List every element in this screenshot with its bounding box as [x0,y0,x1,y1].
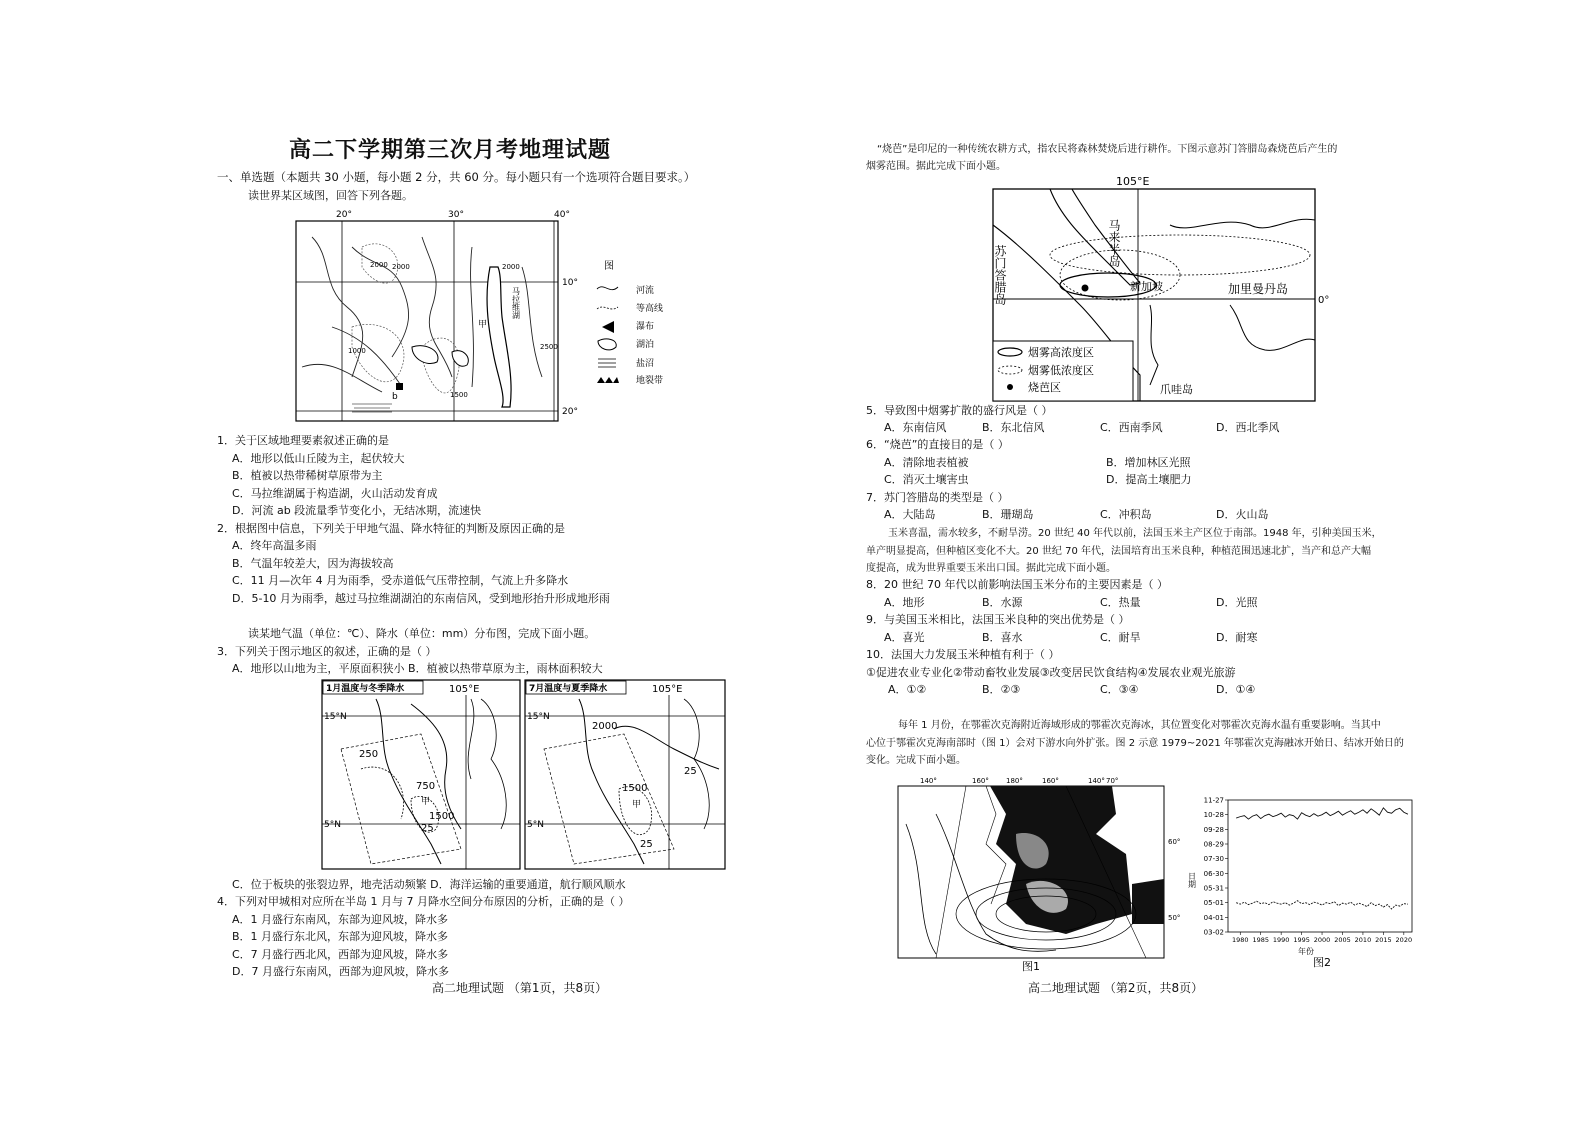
q4-option-c[interactable]: C．7 月盛行西北风，西部为迎风坡，降水多 [232,948,449,961]
q7-stem: 7．苏门答腊岛的类型是（ ） [866,491,1009,504]
q8-option-a[interactable]: A．地形 [884,596,925,609]
q7-option-a[interactable]: A．大陆岛 [884,508,936,521]
legend-item: 瀑布 [636,322,655,332]
legend-item: 河流 [636,286,655,296]
x-tick-label: 2020 [1395,936,1413,944]
malawi-lake [487,267,511,407]
map2a-label: 25 [421,823,434,834]
map2b-title: 7月温度与夏季降水 [529,684,608,694]
y-tick-label: 11-27 [1203,796,1224,805]
rift-icon [597,377,619,383]
waterfall-legend-icon [602,321,614,333]
y-tick-label: 06-30 [1203,869,1224,878]
y-tick-label: 04-01 [1203,913,1224,922]
q6-option-c[interactable]: C．消灭土壤害虫 [884,473,969,486]
q10-statements: ①促进农业专业化②带动畜牧业发展③改变居民饮食结构④发展农业观光旅游 [866,666,1236,679]
legend-item: 盐沼 [636,359,655,369]
africa-rift-map [292,207,672,427]
q9-option-c[interactable]: C．耐旱 [1100,631,1141,644]
map2a-lat-5: 5°N [324,820,341,830]
river-icon [597,287,618,290]
q2-stem: 2．根据图中信息，下列关于甲地气温、降水特征的判断及原因正确的是 [217,522,565,535]
x-tick-label: 1980 [1231,936,1249,944]
q1-option-b[interactable]: B．植被以热带稀树草原带为主 [232,469,383,482]
q5-option-d[interactable]: D．西北季风 [1216,421,1280,434]
fig1-lon: 140° [1088,777,1105,785]
page2-footer: 高二地理试题 （第2页，共8页） [1028,981,1204,995]
burn-icon [1007,384,1013,390]
q2-option-b[interactable]: B．气温年较差大，因为海拔较高 [232,557,394,570]
y-tick-label: 09-28 [1203,825,1224,834]
y-tick-label: 08-29 [1203,840,1224,849]
map2b-label: 25 [684,766,697,777]
q7-option-d[interactable]: D．火山岛 [1216,508,1269,521]
q5-option-a[interactable]: A．东南信风 [884,421,947,434]
map2a-label: 1500 [429,811,455,822]
q4-option-b[interactable]: B．1 月盛行东北风，东部为迎风坡，降水多 [232,930,449,943]
place-singapore: 新加坡 [1130,280,1163,293]
q8-stem: 8．20 世纪 70 年代以前影响法国玉米分布的主要因素是（ ） [866,578,1168,591]
y-tick-label: 05-01 [1203,899,1224,908]
legend-item: 烟雾低浓度区 [1028,364,1094,377]
intro2-line1: 玉米喜温，需水较多，不耐旱涝。20 世纪 40 年代以前，法国玉米主产区位于南部。1948 年，引种美国玉米， [888,528,1382,539]
intro1-line1: “烧芭”是印尼的一种传统农耕方式，指农民将森林焚烧后进行耕作。下图示意苏门答腊岛森烧芭后产生的 [877,144,1338,155]
q4-option-d[interactable]: D．7 月盛行东南风，西部为迎风坡，降水多 [232,965,449,978]
q1-stem: 1．关于区域地理要素叙述正确的是 [217,434,389,447]
page1-footer: 高二地理试题 （第1页，共8页） [432,981,608,995]
x-tick-label: 1990 [1272,936,1290,944]
q9-option-b[interactable]: B．喜水 [982,631,1023,644]
q4-option-a[interactable]: A．1 月盛行东南风，东部为迎风坡，降水多 [232,913,449,926]
x-tick-label: 2010 [1354,936,1372,944]
ice-date-chart [1188,794,1418,969]
map1-lon-20: 20° [336,210,352,220]
legend-item: 烟雾高浓度区 [1028,346,1094,359]
series-line [1236,901,1408,909]
q5-stem: 5．导致图中烟雾扩散的盛行风是（ ） [866,404,1053,417]
contour-icon [597,307,618,309]
intro3-line1: 每年 1 月份，在鄂霍次克海附近海域形成的鄂霍次克海冰，其位置变化对鄂霍次克海水温有重要影响。当其中 [898,720,1381,731]
haze-low-zone [1050,235,1310,275]
map1-lat-10: 10° [562,278,578,288]
q9-option-d[interactable]: D．耐寒 [1216,631,1258,644]
map1-intro: 读世界某区域图，回答下列各题。 [248,189,413,202]
intro2-line2: 单产明显提高，但种植区变化不大。20 世纪 70 年代，法国培育出玉米良种，种植范围迅速北扩，当产和总产大幅 [866,546,1371,557]
q2-option-d[interactable]: D．5-10 月为雨季，越过马拉维湖湖泊的东南信风，受到地形抬升形成地形雨 [232,592,610,605]
q6-option-d[interactable]: D．提高土壤肥力 [1106,473,1192,486]
x-tick-label: 1985 [1252,936,1269,944]
intro3-line2: 心位于鄂霍次克海南部时（图 1）会对下游水向外扩张。图 2 示意 1979~2021 年鄂霍次克海融冰开始日、结冰开始日的 [866,738,1404,749]
q1-option-c[interactable]: C．马拉维湖属于构造湖，火山活动发育成 [232,487,438,500]
series-line [1236,808,1408,819]
contour-label: 2000 [502,263,520,271]
q6-stem: 6．“烧芭”的直接目的是（ ） [866,438,1009,451]
fig1-caption: 图1 [1022,960,1040,973]
map3-lat: 0° [1318,295,1330,306]
q6-option-a[interactable]: A．清除地表植被 [884,456,969,469]
exam-page-2 [800,0,1587,1122]
fig2-caption: 图2 [1313,956,1331,969]
intro3-line3: 变化。完成下面小题。 [866,755,966,766]
x-tick-label: 2005 [1334,936,1351,944]
page-title: 高二下学期第三次月考地理试题 [289,137,612,163]
q8-option-c[interactable]: C．热量 [1100,596,1141,609]
place-malay: 马来半岛 [1107,219,1121,267]
lake-label: 马拉维湖 [511,287,521,319]
map2b-lon: 105°E [652,684,683,695]
q10-option-a[interactable]: A．①② [888,683,927,696]
q6-option-b[interactable]: B．增加林区光照 [1106,456,1191,469]
map2b-lat-5: 5°N [527,820,544,830]
okhotsk-map [896,774,1181,974]
map2b-label: 1500 [622,783,648,794]
y-axis-label: 日期 [1187,872,1197,888]
contour-label: 1500 [450,391,468,399]
intro1-line2: 烟雾范围。据此完成下面小题。 [866,161,1006,172]
fig1-lat: 50° [1168,914,1181,922]
january-temp-precip-map [321,679,521,871]
fig1-lon: 160° [972,777,989,785]
chart-series [1236,808,1408,909]
x-tick-label: 2015 [1375,936,1392,944]
q10-option-c[interactable]: C．③④ [1100,683,1139,696]
map2b-lat-15: 15°N [527,712,550,722]
fig1-lon: 70° [1106,777,1119,785]
q5-option-c[interactable]: C．西南季风 [1100,421,1163,434]
legend-item: 等高线 [636,304,664,314]
legend-item: 地裂带 [636,376,664,386]
fig1-lon: 140° [920,777,937,785]
y-tick-label: 05-31 [1203,884,1224,893]
y-tick-label: 10-28 [1203,811,1224,820]
point-b: b [392,392,398,402]
map2a-label: 甲 [421,797,431,807]
q3-options-ab[interactable]: A．地形以山地为主，平原面积狭小 B．植被以热带草原为主，雨林面积较大 [232,662,603,675]
map2a-title: 1月温度与冬季降水 [326,684,405,694]
burn-area-dot [1082,285,1089,292]
july-temp-precip-map [524,679,726,871]
fig1-lat: 60° [1168,838,1181,846]
map1-lat-20: 20° [562,407,578,417]
q3-options-cd[interactable]: C．位于板块的张裂边界，地壳活动频繁 D．海洋运输的重要通道，航行顺风顺水 [232,878,626,891]
q2-option-a[interactable]: A．终年高温多雨 [232,539,317,552]
q9-option-a[interactable]: A．喜光 [884,631,925,644]
place-kalimantan: 加里曼丹岛 [1228,282,1289,296]
map2b-label: 2000 [592,721,618,732]
q4-stem: 4．下列对甲城相对应所在半岛 1 月与 7 月降水空间分布原因的分析，正确的是（ ） [217,895,630,908]
contour-label: 1000 [348,347,366,355]
fig1-lon: 180° [1006,777,1023,785]
q2-option-c[interactable]: C．11 月—次年 4 月为雨季，受赤道低气压带控制，气流上升多降水 [232,574,569,587]
map2-intro: 读某地气温（单位：℃）、降水（单位：mm）分布图，完成下面小题。 [248,627,596,640]
chart-axes [1204,797,1412,945]
q7-option-b[interactable]: B．珊瑚岛 [982,508,1034,521]
map1-lon-40: 40° [554,210,570,220]
saltmarsh-icon [598,359,616,367]
map2b-label: 甲 [632,800,642,810]
map2a-lat-15: 15°N [324,712,347,722]
plot-frame [1228,800,1412,932]
haze-map [990,175,1330,403]
point-jia: 甲 [478,320,488,330]
map1-lon-30: 30° [448,210,464,220]
q10-option-d[interactable]: D．①④ [1216,683,1256,696]
x-tick-label: 1995 [1293,936,1310,944]
place-sumatra: 苏门答腊岛 [993,245,1007,305]
map2b-label: 25 [640,839,653,850]
exam-page-1 [0,0,790,1122]
q10-option-b[interactable]: B．②③ [982,683,1021,696]
x-axis-label: 年份 [1298,947,1314,956]
lake-icon [598,339,616,350]
map2a-label: 750 [416,781,436,792]
contour-label: 2500 [540,343,558,351]
intro2-line3: 度提高，成为世界重要玉米出口国。据此完成下面小题。 [866,563,1116,574]
q5-option-b[interactable]: B．东北信风 [982,421,1045,434]
y-tick-label: 07-30 [1203,855,1224,864]
map3-lon: 105°E [1116,175,1150,188]
q3-stem: 3．下列关于图示地区的叙述，正确的是（ ） [217,645,437,658]
legend-item: 烧芭区 [1028,381,1061,394]
fig1-lon: 160° [1042,777,1059,785]
map2a-lon: 105°E [449,684,480,695]
contour-label: 2000 [370,261,388,269]
q10-stem: 10．法国大力发展玉米种植有利于（ ） [866,648,1060,661]
q7-option-c[interactable]: C．冲积岛 [1100,508,1152,521]
q1-option-d[interactable]: D．河流 ab 段流量季节变化小，无结冰期，流速快 [232,504,482,517]
legend-title: 图 [604,261,614,272]
q1-option-a[interactable]: A．地形以低山丘陵为主，起伏较大 [232,452,405,465]
map2a-label: 250 [359,749,379,760]
q8-option-d[interactable]: D．光照 [1216,596,1258,609]
place-java: 爪哇岛 [1160,383,1193,396]
contour-label: 2000 [392,263,410,271]
q9-stem: 9．与美国玉米相比，法国玉米良种的突出优势是（ ） [866,613,1130,626]
q8-option-b[interactable]: B．水源 [982,596,1023,609]
x-tick-label: 2000 [1313,936,1331,944]
y-tick-label: 03-02 [1203,928,1224,937]
section-heading: 一、单选题（本题共 30 小题，每小题 2 分，共 60 分。每小题只有一个选项符合题目要求。） [217,170,696,184]
legend-item: 湖泊 [636,340,655,350]
waterfall-icon [396,383,403,390]
